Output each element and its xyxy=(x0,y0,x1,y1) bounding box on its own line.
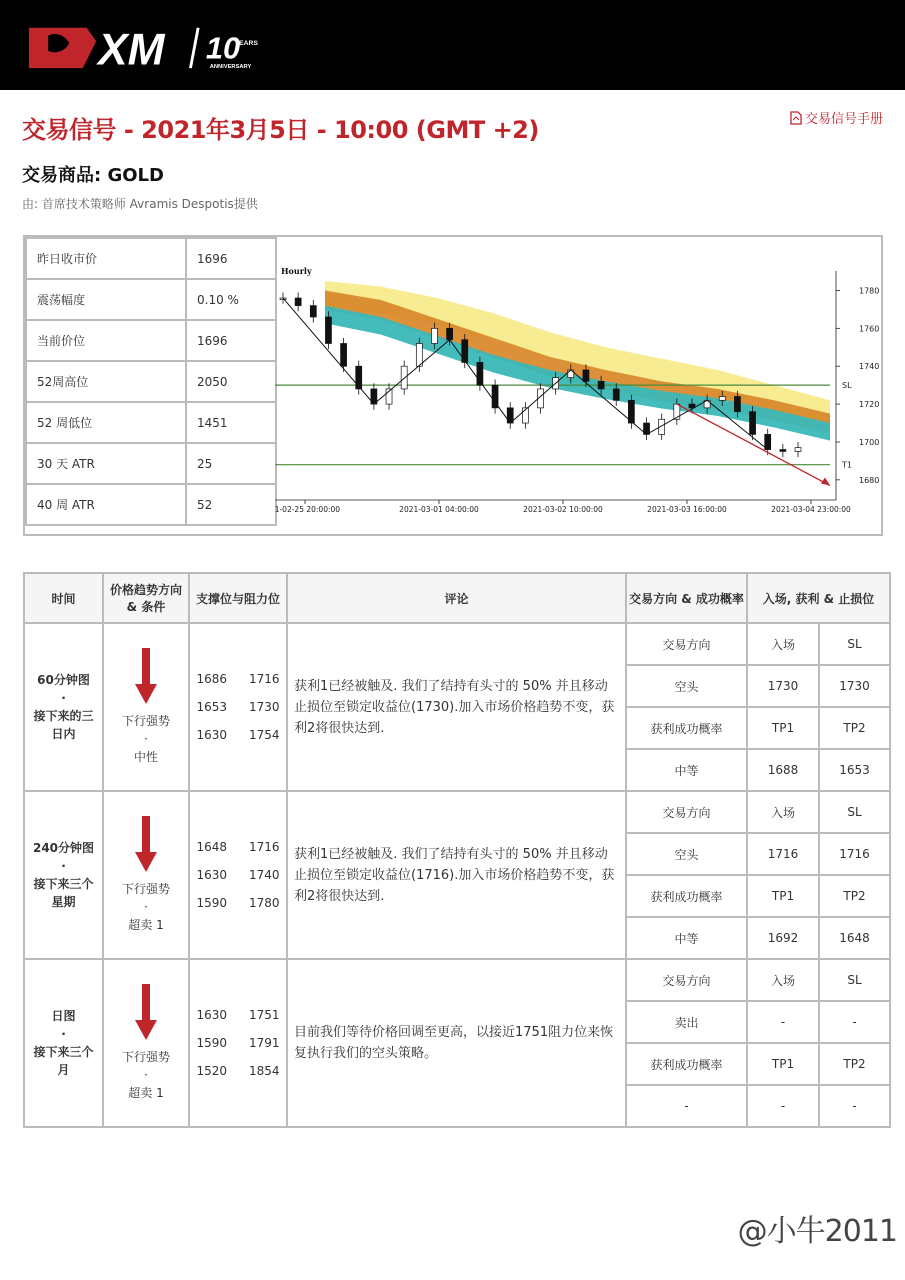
trend-line: · xyxy=(144,732,148,746)
stat-label: 30 天 ATR xyxy=(26,443,186,484)
xm-logo xyxy=(22,22,282,72)
stat-value: 1696 xyxy=(186,320,276,361)
chart-y-tick-label: 1740 xyxy=(859,362,880,372)
trend-line: 超卖 1 xyxy=(128,1086,164,1100)
chart-y-tick-label: 1680 xyxy=(859,475,880,485)
sub-cell: 卖出 xyxy=(626,1001,747,1043)
trend-line: · xyxy=(144,1068,148,1082)
stat-label: 52周高位 xyxy=(26,361,186,402)
period-line: · xyxy=(61,1027,66,1041)
period-line: 接下来的三 xyxy=(33,709,94,723)
sub-cell: TP2 xyxy=(819,875,890,917)
resistance-level: 1716 xyxy=(249,672,280,686)
trend-line: 超卖 1 xyxy=(128,918,164,932)
chart-candle xyxy=(719,397,725,401)
sub-cell: TP1 xyxy=(747,1043,819,1085)
sub-cell: 中等 xyxy=(626,917,747,959)
stats-row xyxy=(26,361,276,402)
trend-line: · xyxy=(144,900,148,914)
chart-candle xyxy=(325,317,331,344)
period-line: 日图 xyxy=(51,1009,76,1023)
watermark-text: @小牛2011 xyxy=(737,1214,897,1249)
comment-cell: 获利1已经被触及. 我们了结持有头寸的 50% 并且移动止损位至锁定收益位(1716).加入市场价格趋势不变，获利2将很快达到. xyxy=(287,791,626,959)
chart-candle xyxy=(416,343,422,366)
chart-level-label: T1 xyxy=(842,460,852,470)
sub-cell: 中等 xyxy=(626,749,747,791)
chart-canvas xyxy=(275,237,881,534)
sub-cell: - xyxy=(747,1001,819,1043)
chart-candle xyxy=(401,366,407,389)
support-level: 1648 xyxy=(196,840,227,854)
trend-cell xyxy=(103,623,189,791)
chart-candle xyxy=(613,389,619,400)
stat-value: 1696 xyxy=(186,238,276,279)
stats-panel xyxy=(23,235,883,536)
period-line: 日内 xyxy=(51,727,76,741)
stat-value: 2050 xyxy=(186,361,276,402)
period-line: 星期 xyxy=(51,895,76,909)
chart-candle xyxy=(462,340,468,363)
sub-cell: TP1 xyxy=(747,707,819,749)
stat-label: 52 周低位 xyxy=(26,402,186,443)
sub-cell: 1688 xyxy=(747,749,819,791)
chart-candle xyxy=(447,328,453,339)
level-pair xyxy=(191,1036,285,1050)
level-pair xyxy=(191,896,285,910)
period-line: 240分钟图 xyxy=(32,841,95,855)
chart-x-tick-label: 2021-03-03 16:00:00 xyxy=(647,505,727,514)
anniversary-label: ANNIVERSARY xyxy=(209,64,252,71)
chart-x-tick-label: 2021-03-02 10:00:00 xyxy=(523,505,603,514)
support-level: 1686 xyxy=(196,672,227,686)
sub-cell: 1716 xyxy=(747,833,819,875)
pdf-icon xyxy=(790,111,802,125)
stat-value: 1451 xyxy=(186,402,276,443)
support-level: 1520 xyxy=(196,1064,227,1078)
resistance-level: 1716 xyxy=(249,840,280,854)
signal-row xyxy=(24,959,890,1001)
level-pair xyxy=(191,672,285,686)
levels-cell xyxy=(189,791,287,959)
resistance-level: 1854 xyxy=(249,1064,280,1078)
sub-cell: 入场 xyxy=(747,959,819,1001)
page-title: 交易信号 - 2021年3月5日 - 10:00 (GMT +2) xyxy=(22,116,539,144)
comment-cell: 目前我们等待价格回调至更高，以接近1751阻力位来恢复执行我们的空头策略。 xyxy=(287,959,626,1127)
support-level: 1630 xyxy=(196,728,227,742)
anniversary-years: YEARS xyxy=(234,40,258,48)
chart-projection-arrowhead xyxy=(821,478,830,486)
brand-text: XM xyxy=(98,25,165,72)
level-pair xyxy=(191,868,285,882)
sub-cell: SL xyxy=(819,959,890,1001)
resistance-level: 1751 xyxy=(249,1008,280,1022)
hourly-chart xyxy=(275,237,881,534)
chart-y-tick-label: 1720 xyxy=(859,400,880,410)
support-level: 1630 xyxy=(196,868,227,882)
signal-manual-link[interactable] xyxy=(790,108,883,127)
chart-candle xyxy=(431,328,437,343)
trend-line: 下行强势 xyxy=(121,1050,170,1064)
sub-cell: 1730 xyxy=(819,665,890,707)
sub-cell: 1730 xyxy=(747,665,819,707)
support-level: 1653 xyxy=(196,700,227,714)
chart-x-tick-label: 21-02-25 20:00:00 xyxy=(275,505,341,514)
header-trend: 价格趋势方向 & 条件 xyxy=(103,573,189,623)
level-pair xyxy=(191,700,285,714)
sub-cell: TP1 xyxy=(747,875,819,917)
header-entry: 入场, 获利 & 止损位 xyxy=(747,573,890,623)
period-cell xyxy=(24,791,103,959)
chart-y-tick-label: 1760 xyxy=(859,324,880,334)
signals-header-row xyxy=(24,573,890,623)
period-line: 60分钟图 xyxy=(37,673,90,687)
sub-cell: SL xyxy=(819,623,890,665)
trend-line: 中性 xyxy=(133,750,158,764)
resistance-level: 1730 xyxy=(249,700,280,714)
sub-cell: SL xyxy=(819,791,890,833)
stats-row xyxy=(26,443,276,484)
stat-value: 0.10 % xyxy=(186,279,276,320)
signals-table xyxy=(23,572,891,1128)
sub-cell: 获利成功概率 xyxy=(626,707,747,749)
chart-level-label: SL xyxy=(842,381,852,391)
chart-y-tick-label: 1780 xyxy=(859,286,880,296)
sub-cell: 入场 xyxy=(747,791,819,833)
chart-candle xyxy=(310,306,316,317)
sub-cell: 1716 xyxy=(819,833,890,875)
header-comment: 评论 xyxy=(287,573,626,623)
chart-candle xyxy=(780,450,786,452)
sub-cell: 1648 xyxy=(819,917,890,959)
sub-cell: 交易方向 xyxy=(626,959,747,1001)
sub-cell: 交易方向 xyxy=(626,791,747,833)
sub-cell: 1692 xyxy=(747,917,819,959)
chart-candle xyxy=(295,298,301,306)
stats-row xyxy=(26,238,276,279)
sub-cell: TP2 xyxy=(819,707,890,749)
chart-candle xyxy=(734,397,740,412)
stat-label: 当前价位 xyxy=(26,320,186,361)
chart-candle xyxy=(598,381,604,389)
chart-title: Hourly xyxy=(281,266,312,276)
trend-line: 下行强势 xyxy=(121,882,170,896)
down-arrow-icon xyxy=(135,816,157,872)
header-direction: 交易方向 & 成功概率 xyxy=(626,573,747,623)
period-cell xyxy=(24,623,103,791)
stats-row xyxy=(26,402,276,443)
sub-cell: - xyxy=(819,1001,890,1043)
trend-cell xyxy=(103,791,189,959)
level-pair xyxy=(191,840,285,854)
levels-cell xyxy=(189,623,287,791)
signal-manual-label: 交易信号手册 xyxy=(804,112,883,127)
trend-line: 下行强势 xyxy=(121,714,170,728)
stat-label: 震荡幅度 xyxy=(26,279,186,320)
sub-cell: 交易方向 xyxy=(626,623,747,665)
chart-candle xyxy=(341,343,347,366)
level-pair xyxy=(191,728,285,742)
level-pair xyxy=(191,1064,285,1078)
support-level: 1590 xyxy=(196,896,227,910)
period-line: 接下来三个 xyxy=(33,877,94,891)
support-level: 1590 xyxy=(196,1036,227,1050)
sub-cell: 1653 xyxy=(819,749,890,791)
chart-candle xyxy=(356,366,362,389)
sub-cell: 获利成功概率 xyxy=(626,1043,747,1085)
down-arrow-icon xyxy=(135,984,157,1040)
stats-row xyxy=(26,279,276,320)
chart-candle xyxy=(795,448,801,452)
chart-candle xyxy=(750,412,756,435)
sub-cell: 空头 xyxy=(626,833,747,875)
resistance-level: 1780 xyxy=(249,896,280,910)
chart-x-tick-label: 2021-03-01 04:00:00 xyxy=(399,505,479,514)
stat-label: 40 周 ATR xyxy=(26,484,186,525)
sub-cell: - xyxy=(819,1085,890,1127)
header-levels: 支撑位与阻力位 xyxy=(189,573,287,623)
period-line: 接下来三个 xyxy=(33,1045,94,1059)
stats-table xyxy=(25,237,277,526)
sub-cell: 空头 xyxy=(626,665,747,707)
chart-y-tick-label: 1700 xyxy=(859,437,880,447)
author-byline: 由: 首席技术策略师 Avramis Despotis提供 xyxy=(22,197,258,211)
down-arrow-icon xyxy=(135,648,157,704)
sub-cell: 获利成功概率 xyxy=(626,875,747,917)
period-line: 月 xyxy=(57,1063,70,1077)
header-bar xyxy=(0,0,905,90)
signal-row xyxy=(24,791,890,833)
stats-row xyxy=(26,320,276,361)
signal-row xyxy=(24,623,890,665)
stat-value: 52 xyxy=(186,484,276,525)
resistance-level: 1754 xyxy=(249,728,280,742)
support-level: 1630 xyxy=(196,1008,227,1022)
stat-value: 25 xyxy=(186,443,276,484)
anniversary-number: 10 xyxy=(205,30,241,66)
chart-candle xyxy=(583,370,589,381)
stat-label: 昨日收市价 xyxy=(26,238,186,279)
period-line: · xyxy=(61,859,66,873)
level-pair xyxy=(191,1008,285,1022)
product-name: 交易商品: GOLD xyxy=(22,165,164,186)
header-time: 时间 xyxy=(24,573,103,623)
comment-cell: 获利1已经被触及. 我们了结持有头寸的 50% 并且移动止损位至锁定收益位(1730).加入市场价格趋势不变，获利2将很快达到. xyxy=(287,623,626,791)
trend-cell xyxy=(103,959,189,1127)
sub-cell: TP2 xyxy=(819,1043,890,1085)
sub-cell: - xyxy=(626,1085,747,1127)
period-line: · xyxy=(61,691,66,705)
sub-cell: 入场 xyxy=(747,623,819,665)
stats-row xyxy=(26,484,276,525)
levels-cell xyxy=(189,959,287,1127)
sub-cell: - xyxy=(747,1085,819,1127)
resistance-level: 1740 xyxy=(249,868,280,882)
period-cell xyxy=(24,959,103,1127)
resistance-level: 1791 xyxy=(249,1036,280,1050)
chart-x-tick-label: 2021-03-04 23:00:00 xyxy=(771,505,851,514)
